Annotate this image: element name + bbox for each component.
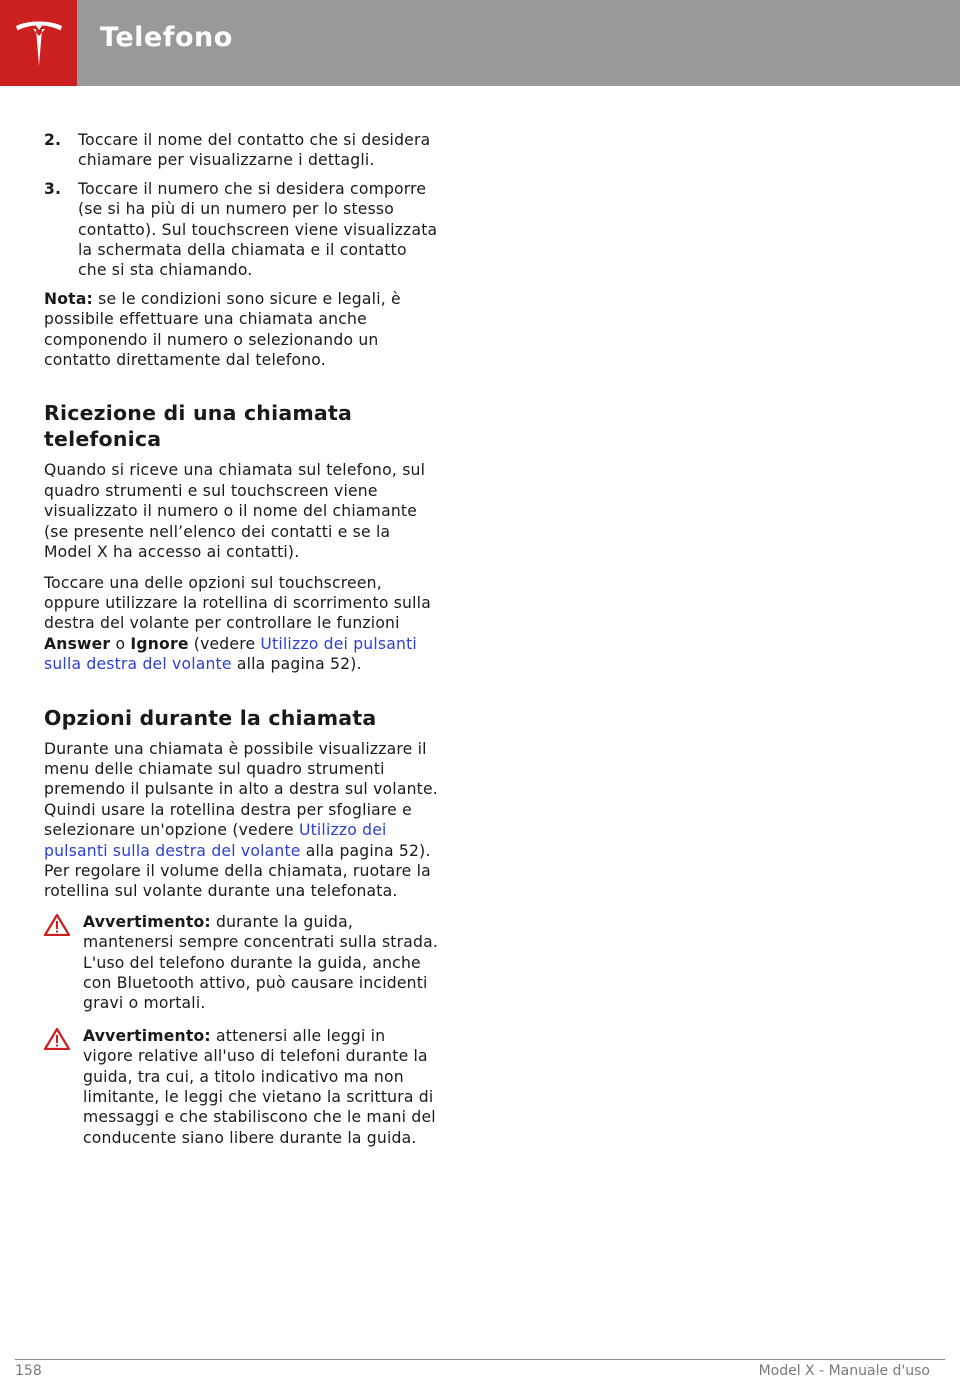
step-number: 3. — [44, 179, 62, 198]
section-heading-receive: Ricezione di una chiamata telefonica — [44, 401, 352, 452]
warning-label: Avvertimento: — [83, 1026, 211, 1045]
warning-triangle-icon — [44, 912, 83, 1014]
warning-text — [83, 912, 440, 1014]
tesla-logo-icon — [14, 18, 64, 68]
footer-divider — [15, 1359, 945, 1360]
warning-text — [83, 1026, 440, 1148]
warning-triangle-icon — [44, 1026, 83, 1148]
step-item — [44, 179, 440, 281]
text-run: alla pagina 52). — [231, 655, 362, 674]
steering-buttons-link[interactable]: Utilizzo dei pulsanti sulla destra del volante — [44, 634, 417, 674]
document-title: Model X - Manuale d'uso — [758, 1363, 930, 1379]
note-label: Nota: — [44, 289, 93, 308]
warning-box — [44, 912, 440, 1014]
receive-paragraph-2 — [44, 573, 440, 675]
text-run: Durante una chiamata è possibile visualizzare il menu delle chiamate sul quadro strumenti premendo il pulsante in alto a destra sul volante. Quindi usare la rotellina destra per sfogliare e selezionare un'opzione (vedere — [44, 739, 438, 840]
step-item — [44, 130, 440, 171]
ignore-label: Ignore — [130, 634, 189, 653]
answer-label: Answer — [44, 634, 111, 653]
step-text: Toccare il nome del contatto che si desidera chiamare per visualizzarne i dettagli. — [78, 131, 431, 170]
text-run: attenersi alle leggi in vigore relative all'uso di telefoni durante la guida, tra cui, a titolo indicativo ma non limitante, le leggi che vietano la scrittura di messaggi e che stabiliscono che le mani del conducente siano libere durante la guida. — [83, 1026, 436, 1147]
section-heading-options: Opzioni durante la chiamata — [44, 705, 377, 730]
text-run: o — [110, 634, 131, 653]
page-title: Telefono — [100, 22, 233, 53]
step-text: Toccare il numero che si desidera comporre (se si ha più di un numero per lo stesso contatto). Sul touchscreen viene visualizzata la schermata della chiamata e il contatto che si sta chiamando. — [78, 179, 438, 280]
warning-box — [44, 1026, 440, 1148]
page-number: 158 — [15, 1363, 42, 1379]
main-content — [44, 130, 440, 1160]
logo-box — [0, 0, 77, 86]
text-run: (vedere — [188, 634, 261, 653]
page-header — [0, 0, 960, 86]
step-number: 2. — [44, 131, 62, 149]
steering-buttons-link[interactable]: Utilizzo dei pulsanti sulla destra del volante — [44, 821, 387, 860]
text-run: durante la guida, mantenersi sempre concentrati sulla strada. L'uso del telefono durante la guida, anche con Bluetooth attivo, può causare incidenti gravi o mortali. — [83, 912, 438, 1013]
warning-label: Avvertimento: — [83, 912, 211, 931]
options-paragraph — [44, 739, 440, 902]
text-run: alla pagina 52). Per regolare il volume della chiamata, ruotare la rotellina sul volante durante una telefonata. — [44, 841, 431, 901]
note-paragraph — [44, 289, 440, 371]
note-text: se le condizioni sono sicure e legali, è possibile effettuare una chiamata anche componendo il numero o selezionando un contatto direttamente dal telefono. — [44, 289, 401, 370]
receive-paragraph-1: Quando si riceve una chiamata sul telefono, sul quadro strumenti e sul touchscreen viene visualizzato il numero o il nome del chiamante (se presente nell’elenco dei contatti e se la Model X ha accesso ai contatti). — [44, 461, 426, 562]
text-run: Toccare una delle opzioni sul touchscreen, oppure utilizzare la rotellina di scorrimento sulla destra del volante per controllare le funzioni — [44, 573, 431, 633]
